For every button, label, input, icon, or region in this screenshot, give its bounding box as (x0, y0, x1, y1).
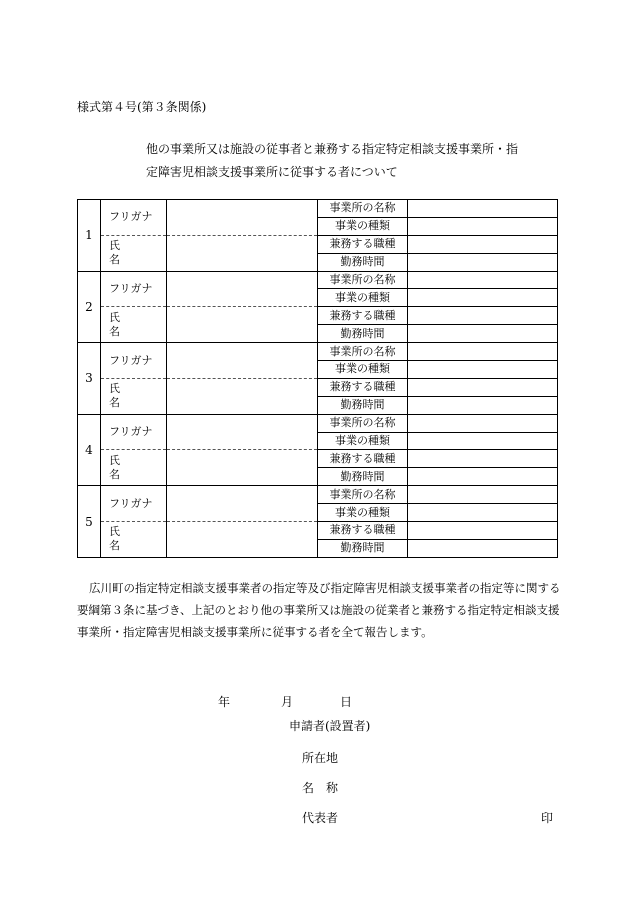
date-year-label: 年 (218, 695, 231, 709)
table-row (78, 486, 558, 504)
entry-number: 4 (78, 414, 101, 486)
applicant-label: 申請者(設置者) (289, 719, 371, 733)
item-label: 事業所の名称 (318, 486, 408, 504)
entry-number: 5 (78, 486, 101, 558)
name-input[interactable] (167, 522, 318, 558)
table-row (78, 522, 558, 540)
name-label-text: 氏名 (109, 382, 146, 410)
item-label: 事業所の名称 (318, 271, 408, 289)
name-input[interactable] (167, 307, 318, 343)
date-month-label: 月 (281, 695, 294, 709)
entry-number: 2 (78, 271, 101, 343)
item-label: 事業の種類 (318, 289, 408, 307)
item-input[interactable] (408, 378, 558, 396)
furigana-label: フリガナ (101, 200, 167, 236)
furigana-input[interactable] (167, 486, 318, 522)
address-label: 所在地 (302, 751, 339, 765)
name-label-text: 氏名 (109, 310, 146, 338)
item-input[interactable] (408, 504, 558, 522)
name-label (101, 378, 167, 414)
document-title-line-2: 定障害児相談支援事業所に従事する者について (146, 165, 398, 179)
furigana-input[interactable] (167, 200, 318, 236)
furigana-input[interactable] (167, 343, 318, 379)
seal-mark: 印 (541, 811, 554, 825)
item-input[interactable] (408, 522, 558, 540)
staff-table (77, 199, 558, 558)
furigana-label: フリガナ (101, 343, 167, 379)
organization-name-label: 名 称 (302, 781, 339, 795)
item-label: 勤務時間 (318, 539, 408, 557)
table-row (78, 378, 558, 396)
item-input[interactable] (408, 217, 558, 235)
name-label (101, 307, 167, 343)
name-input[interactable] (167, 450, 318, 486)
item-label: 事業の種類 (318, 432, 408, 450)
name-label (101, 522, 167, 558)
table-row (78, 271, 558, 289)
item-input[interactable] (408, 361, 558, 379)
item-input[interactable] (408, 486, 558, 504)
name-input[interactable] (167, 378, 318, 414)
item-input[interactable] (408, 539, 558, 557)
furigana-label: フリガナ (101, 271, 167, 307)
item-label: 兼務する職種 (318, 378, 408, 396)
item-input[interactable] (408, 450, 558, 468)
table-row (78, 235, 558, 253)
date-day-label: 日 (340, 695, 353, 709)
item-label: 兼務する職種 (318, 450, 408, 468)
item-label: 兼務する職種 (318, 235, 408, 253)
entry-number: 3 (78, 343, 101, 415)
item-label: 兼務する職種 (318, 307, 408, 325)
item-input[interactable] (408, 343, 558, 361)
item-input[interactable] (408, 325, 558, 343)
item-input[interactable] (408, 253, 558, 271)
item-input[interactable] (408, 289, 558, 307)
item-label: 勤務時間 (318, 325, 408, 343)
item-input[interactable] (408, 396, 558, 414)
item-input[interactable] (408, 200, 558, 218)
report-statement: 広川町の指定特定相談支援事業者の指定等及び指定障害児相談支援事業者の指定等に関する要綱第３条に基づき、上記のとおり他の事業所又は施設の従業者と兼務する指定特定相談支援事業所・指定障害児相談支援事業所に従事する者を全て報告します。 (77, 581, 561, 639)
item-label: 事業所の名称 (318, 343, 408, 361)
item-input[interactable] (408, 271, 558, 289)
name-label (101, 450, 167, 486)
name-label (101, 235, 167, 271)
name-label-text: 氏名 (109, 525, 146, 553)
table-row (78, 343, 558, 361)
item-input[interactable] (408, 468, 558, 486)
furigana-input[interactable] (167, 414, 318, 450)
representative-label: 代表者 (302, 811, 339, 825)
name-label-text: 氏名 (109, 239, 146, 267)
entry-number: 1 (78, 200, 101, 272)
form-label: 様式第４号(第３条関係) (77, 100, 207, 114)
item-input[interactable] (408, 432, 558, 450)
name-label-text: 氏名 (109, 453, 146, 481)
item-label: 勤務時間 (318, 253, 408, 271)
item-label: 事業の種類 (318, 217, 408, 235)
table-row (78, 307, 558, 325)
item-input[interactable] (408, 307, 558, 325)
item-label: 事業の種類 (318, 504, 408, 522)
table-row (78, 450, 558, 468)
table-row (78, 414, 558, 432)
item-label: 事業所の名称 (318, 414, 408, 432)
item-label: 勤務時間 (318, 396, 408, 414)
item-label: 事業の種類 (318, 361, 408, 379)
furigana-label: フリガナ (101, 414, 167, 450)
item-input[interactable] (408, 235, 558, 253)
item-input[interactable] (408, 414, 558, 432)
document-title-line-1: 他の事業所又は施設の従事者と兼務する指定特定相談支援事業所・指 (146, 142, 519, 156)
furigana-input[interactable] (167, 271, 318, 307)
table-row (78, 200, 558, 218)
furigana-label: フリガナ (101, 486, 167, 522)
item-label: 勤務時間 (318, 468, 408, 486)
name-input[interactable] (167, 235, 318, 271)
item-label: 兼務する職種 (318, 522, 408, 540)
item-label: 事業所の名称 (318, 200, 408, 218)
